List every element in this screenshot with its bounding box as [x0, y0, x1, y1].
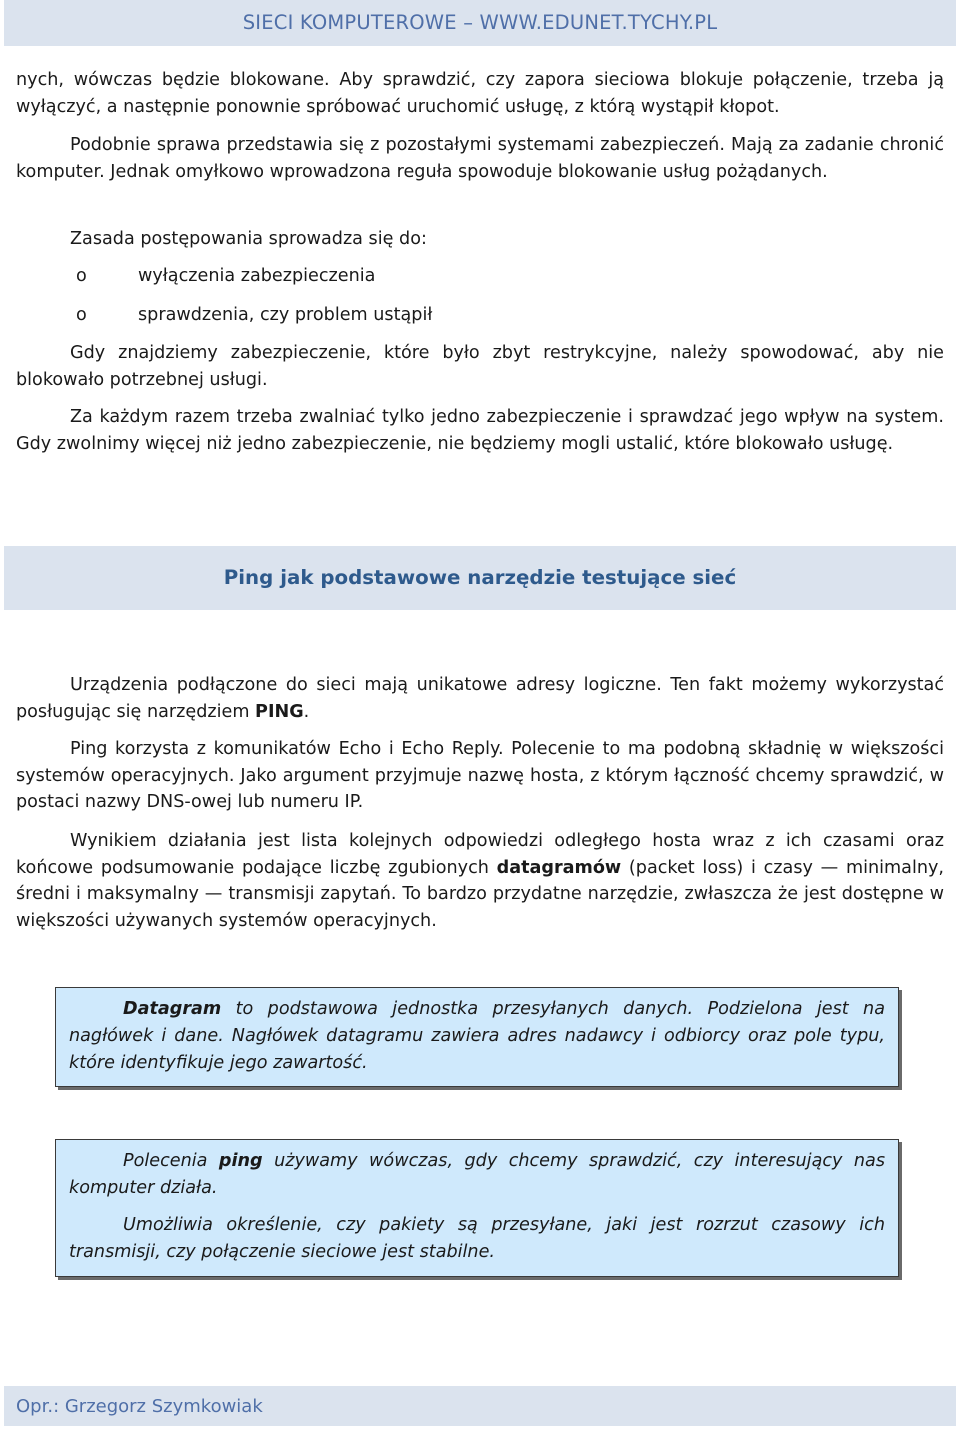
- note-text: Datagram to podstawowa jednostka przesyłanych danych. Podzielona jest na nagłówek i dane. Nagłówek datagramu zawiera adres nadawcy i odbiorcy oraz pole typu, które identyfikuje jego zawartość.: [69, 999, 885, 1073]
- list-bullet: o: [76, 266, 87, 286]
- paragraph-one-at-a-time: Za każdym razem trzeba zwalniać tylko jedno zabezpieczenie i sprawdzać jego wpływ na system. Gdy zwolnimy więcej niż jedno zabezpieczenie, nie będziemy mogli ustalić, które blokowało usługę.: [16, 407, 944, 454]
- footer-author: Opr.: Grzegorz Szymkowiak: [16, 1396, 263, 1417]
- page-header: [4, 0, 956, 46]
- note-term: ping: [218, 1151, 263, 1171]
- list-item: [76, 263, 375, 289]
- note-text: Polecenia ping używamy wówczas, gdy chcemy sprawdzić, czy interesujący nas komputer działa.: [69, 1151, 885, 1198]
- list-item-text: wyłączenia zabezpieczenia: [138, 266, 376, 286]
- paragraph-firewall: nych, wówczas będzie blokowane. Aby sprawdzić, czy zapora sieciowa blokuje połączenie, trzeba ją wyłączyć, a następnie ponownie spróbować uruchomić usługę, z którą wystąpił kłopot.: [16, 70, 944, 117]
- note-box-datagram: [55, 987, 899, 1087]
- note-term: Datagram: [123, 999, 222, 1019]
- paragraph-ping-intro: Urządzenia podłączone do sieci mają unikatowe adresy logiczne. Ten fakt możemy wykorzystać posługując się narzędziem PING.: [16, 675, 944, 722]
- section-title: Ping jak podstawowe narzędzie testujące sieć: [223, 566, 737, 589]
- note-text: Umożliwia określenie, czy pakiety są przesyłane, jaki jest rozrzut czasowy ich transmisji, czy połączenie sieciowe jest stabilne.: [69, 1215, 885, 1262]
- list-bullet: o: [76, 305, 87, 325]
- datagram-keyword: datagramów: [496, 857, 622, 878]
- header-title: SIECI KOMPUTEROWE – WWW.EDUNET.TYCHY.PL: [242, 11, 718, 34]
- paragraph-ping-echo: Ping korzysta z komunikatów Echo i Echo Reply. Polecenie to ma podobną składnię w większości systemów operacyjnych. Jako argument przyjmuje nazwę hosta, z którym łączność chcemy sprawdzić, w postaci nazwy DNS-owej lub numeru IP.: [16, 739, 944, 812]
- paragraph-procedure: Zasada postępowania sprowadza się do:: [70, 229, 427, 249]
- list-item: [76, 302, 432, 328]
- paragraph-ping-results: Wynikiem działania jest lista kolejnych odpowiedzi odległego hosta wraz z ich czasami oraz końcowe podsumowanie podające liczbę zgubionych datagramów (packet loss) i czasy — minimalny, średni i maksymalny — transmisji zapytań. To bardzo przydatne narzędzie, zwłaszcza że jest dostępne w większości używanych systemów operacyjnych.: [16, 831, 944, 931]
- paragraph-restrictive: Gdy znajdziemy zabezpieczenie, które było zbyt restrykcyjne, należy spowodować, aby nie blokowało potrzebnej usługi.: [16, 343, 944, 390]
- page-footer: [4, 1386, 956, 1426]
- paragraph-other-systems: Podobnie sprawa przedstawia się z pozostałymi systemami zabezpieczeń. Mają za zadanie chronić komputer. Jednak omyłkowo wprowadzona reguła spowoduje blokowanie usług pożądanych.: [16, 135, 944, 182]
- section-header: [4, 546, 956, 610]
- note-box-ping: [55, 1139, 899, 1277]
- list-item-text: sprawdzenia, czy problem ustąpił: [138, 305, 433, 325]
- ping-keyword: PING: [255, 701, 304, 722]
